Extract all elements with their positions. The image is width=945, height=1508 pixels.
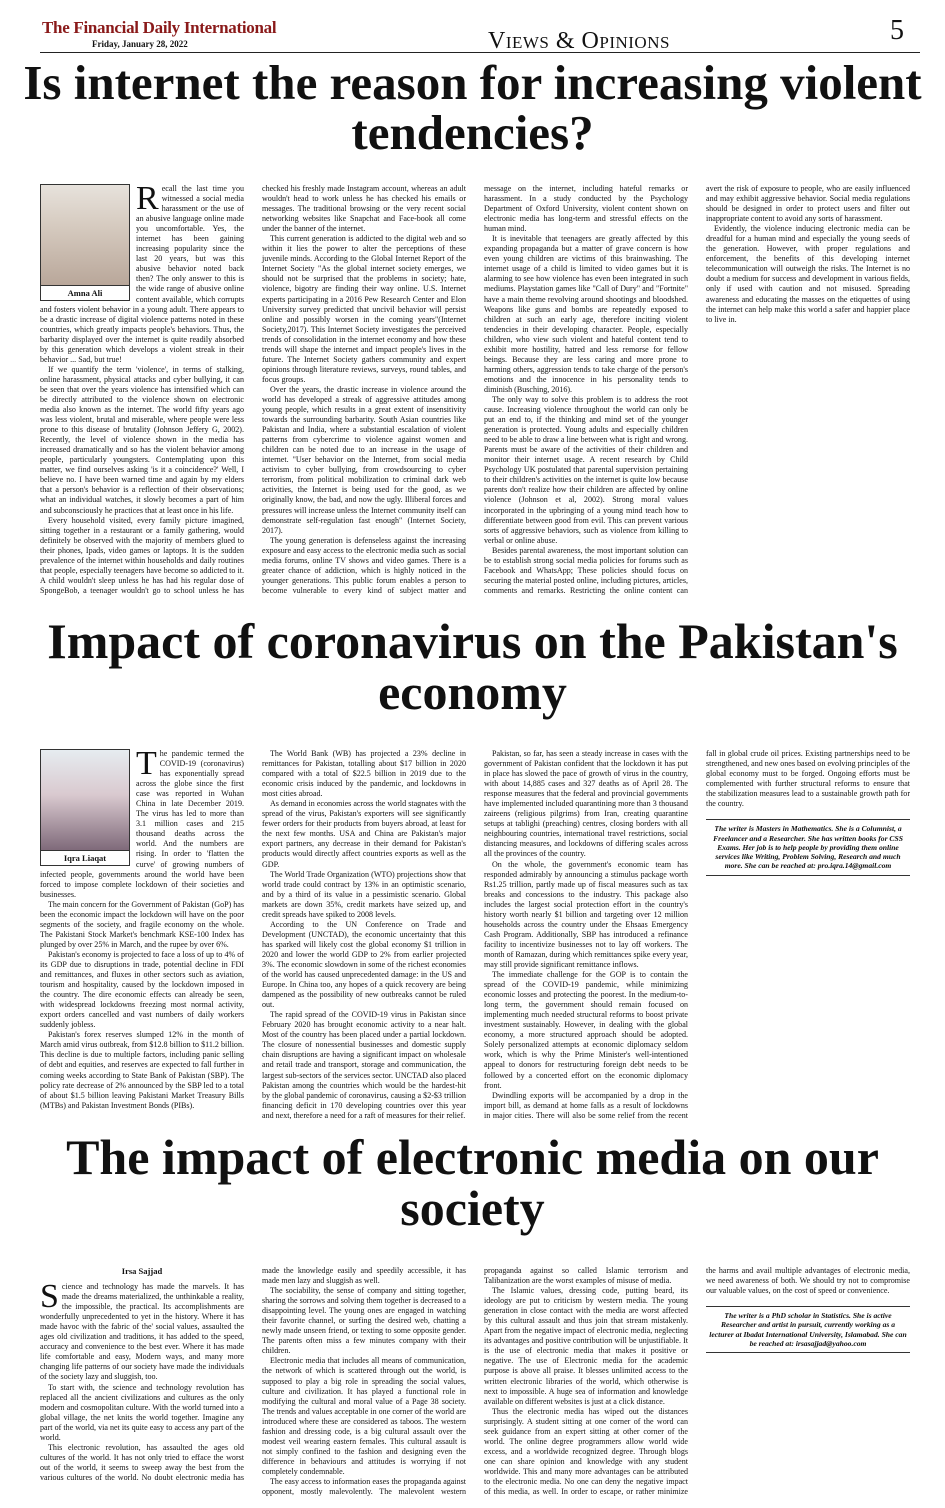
article-paragraph: The pandemic termed the COVID-19 (coronavirus) has exponentially spread across the globe since the first case was reported in Wuhan China in late December 2019. The virus has led to more than 3.1 million cases and 215 thousand deaths across the world. And the numbers are rising. In order to 'flatten the curve' of growing numbers of infected people, governments around the world have been forced to impose complete lockdown of their societies and businesses.: [40, 749, 244, 899]
article-paragraph: Dwindling exports will be accompanied by a drop in the import bill, as demand at home falls as a result of lockdowns in major cities. There will also be some relief from the recent fall in global crude oil prices. Existing partnerships need to be strengthened, and new ones based on evolving principles of the global economy must to be forged. Ongoing efforts must be complemented with further structural reforms to ensure that the stabilization measures lead to a sustainable growth path for the country.: [484, 749, 910, 1120]
article-paragraph: It is inevitable that teenagers are greatly affected by this expanding propaganda but a matter of grave concern is how even young children are victims of this brainwashing. The internet usage of a child is limited to video games but it is alarming to see how violence has even been integrated in such mediums. Playstation games like "Call of Dury" and "Fortnite" have a main theme revolving around shootings and bloodshed. Weapons like guns and bombs are repeatedly exposed to children at such an early age, therefore inciting violent tendencies in their developing character. People, especially children, who view such violent and hateful content tend to exhibit more hostility, hatred and less remorse for fellow beings. Because they are less caring and more prone to harming others, aggression tends to take charge of the person's emotions and the innocence in his personality tends to diminish (Busching, 2016).: [484, 234, 688, 394]
article-body: [40, 184, 910, 602]
drop-cap: R: [136, 184, 159, 217]
article-paragraph: The sociability, the sense of company and sitting together, sharing the sorrows and solving them together is decreased to a disappointing level. The young ones are engaged in watching their favorite channel, or surfing the desired web, chatting a newly made unseen friend, or texting to some opposite gender. The parents often miss a few minutes company with their children.: [262, 1286, 466, 1356]
paper-name: The Financial Daily International: [42, 18, 277, 37]
article-paragraph: The immediate challenge for the GOP is to contain the spread of the COVID-19 pandemic, while minimizing economic losses and protecting the poorest. In the medium-to-long term, the government should remain focused on implementing much needed structural reforms to boost private investment sustainably. However, in dealing with the global economy, a more structured approach should be adopted. Solely personalized attempts at economic diplomacy seldom work, which is why the Prime Minister's well-intentioned appeal to donors for restructuring foreign debt needs to be followed by a concerted effort on the economic diplomacy front.: [484, 970, 688, 1090]
article-paragraph: Pakistan's forex reserves slumped 12% in the month of March amid virus outbreak, from $12.8 billion to $11.2 billion. This decline is due to multiple factors, including panic selling of debt and equities, and reserves are expected to fall further in coming weeks according to State Bank of Pakistan (SBP). The policy rate decrease of 2% announced by the SBP led to a total of about $1.5 billion leaving Pakistani Market Treasury Bills (MTBs) and Pakistan Investment Bonds (PIBs).: [40, 1030, 244, 1110]
article-paragraph: The easy access to information eases the propaganda against opponent, mostly malevolently. The malevolent western propaganda against so called Islamic terrorism and Talibanization are the worst examples of misuse of media.: [262, 1266, 688, 1497]
article-paragraph: The rapid spread of the COVID-19 virus in Pakistan since February 2020 has brought economic activity to a near halt. Most of the country has been placed under a partial lockdown. The closure of nonessential businesses and domestic supply chain disruptions are having a significant impact on wholesale and retail trade and transport, storage and communication, the largest sub-sectors of the services sector. UNCTAD also placed Pakistan among the countries which would be the hardest-hit by the global pandemic of coronavirus, causing a $2-$3 trillion financing deficit in 170 developing countries over this year and next, therefore a need for a raft of measures for their relief.: [262, 1010, 466, 1120]
article-paragraph: The only way to solve this problem is to address the root cause. Increasing violence throughout the world can only be put an end to, if the thinking and mind set of the younger generation is protected. Young adults and especially children need to be able to draw a line between what is right and wrong. Parents must be aware of the activities of their children and monitor their internet usage. A recent research by Child Psychology UK postulated that parental supervision pertaining to their children's activities on the internet is quite low because parents don't realize how their children are affected by online violence (Johnson et al, 2002). Strong moral values incorporated in the upbringing of a young mind teach how to differentiate between good from evil. This can prevent various sorts of aggressive behaviors, such as violence from killing to verbal or online abuse.: [484, 394, 688, 545]
issue-date: Friday, January 28, 2022: [92, 39, 188, 49]
article-paragraph: Electronic media that includes all means of communication, the network of which is scattered through out the world, is supposed to play a big role in spreading the social values, culture and civilization. It has played a functional role in modifying the cultural and moral value of a Page 38 society. The trends and values acceptable in one corner of the world are introduced where these are considered as taboos. The western fashion and dressing code, is a big cultural assault over the modest veil wearing eastern females. This cultural assault is not simply confined to the fashion and designing even the difference in behaviours and attitudes is worrying if not completely condemnable.: [262, 1356, 466, 1476]
article-paragraph: Pakistan, so far, has seen a steady increase in cases with the government of Pakistan confident that the lockdown it has put in place has slowed the pace of growth of virus in the country, with about 14,885 cases and 327 deaths as of April 28. The response measures that the federal and provincial governments have implemented included quarantining more than 3 thousand zaireens (religious pilgrims) from Iran, creating quarantine setups at tablighi (preaching) centres, closing borders with all neighbouring countries, international travel restrictions, social distancing measures, and lockdowns of differing scales across all the provinces of the country.: [484, 749, 688, 859]
article-body: [40, 1266, 910, 1502]
author-bio: The writer is a PhD scholar in Statistics. She is active Researcher and artist in pursuit, currently working as a lecturer at Ibadat International University, Islamabad. She can be reached at: irsasajjad@yahoo.com: [706, 1306, 910, 1353]
drop-cap: T: [136, 749, 157, 782]
article-paragraph: Science and technology has made the marvels. It has made the dreams materialized, the unthinkable a reality, the impossible, the practical. Its accomplishments are wonderfully unprecedented to yet in the history. Where it has made havoc with the fabric of the' social values, assaulted the ages old civilization and traditions, it has added to the speed, accuracy and convenience to the best ever. Where it has made life comfortable and easy, Modern ways, and many more changing life patterns of our society have made the individuals of the society lazy and sluggish, too.: [40, 1278, 244, 1382]
article-paragraph: This electronic revolution, has assaulted the ages old cultures of the world. It has not only tried to efface the worst out of the world, it seems to sweep away the best from the various cultures of the world. No doubt electronic media has made the knowledge easily and speedily accessible, it has made men lazy and sluggish as well.: [40, 1266, 466, 1482]
article-body: [40, 749, 910, 1126]
author-photo: [41, 750, 129, 850]
article-paragraph: To start with, the science and technology revolution has replaced all the ancient civilizations and cultures as the only modern and cosmopolitan culture. With the world turned into a global village, the net knits the world together. Imagine any part of the world, via net its quite easy to access any part of the world.: [40, 1382, 244, 1442]
article-paragraph: As demand in economies across the world stagnates with the spread of the virus, Pakistan's exporters will see significantly fewer orders for their products from buyers abroad, at least for the next few months. USA and China are Pakistan's major export partners, any decrease in their demand for Pakistan's products would directly affect countries exports as well as the GDP.: [262, 799, 466, 869]
article-headline: Impact of coronavirus on the Pakistan's economy: [47, 613, 898, 720]
drop-cap: S: [40, 1278, 59, 1316]
author-box: [40, 184, 130, 301]
author-name: Irsa Sajjad: [121, 1266, 163, 1276]
section-title: Views & Opinions: [488, 28, 670, 54]
article-paragraph: The young generation is defenseless against the increasing exposure and easy access to the electronic media such as social media forums, online TV shows and video games. There is a greater chance of addiction, which is highly noticed in the younger generations. This public forum enables a person to become vulnerable to every kind of subject matter and message on the internet, including hateful remarks or harassment. In a study conducted by the Psychology Department of Oxford University, violent content shown on electronic media has long-term and stressful effects on the human mind.: [262, 184, 688, 595]
article-paragraph: Thus the electronic media has wiped out the distances surprisingly. A student sitting at one corner of the word can seek guidance from an expert sitting at other corner of the world. The online degree programmers allow world wide excess, and a worldwide recognized degree. Through blogs one can share opinion and knowledge with any student worldwide. This and many more advantages can be attributed to the electronic media. No one can deny the negative impact of this media, as well. In order to escape, or rather minimize the harms and avail multiple advantages of electronic media, we need awareness of both. We should try not to compromise our valuable values, on the cost of speed or convenience.: [484, 1266, 910, 1497]
author-box: [40, 749, 130, 866]
article-paragraph: Evidently, the violence inducing electronic media can be dreadful for a human mind and especially the young seeds of the generation. However, with proper regulations and enforcement, the benefits of this developing internet telecommunication will outweigh the risks. The Internet is no doubt a medium for success and development in various fields, only if used with caution and not misused. Spreading awareness and educating the masses on the etiquettes of using the internet can help make this world a safer and happier place to live in.: [706, 224, 910, 324]
article-paragraph: If we quantify the term 'violence', in terms of stalking, online harassment, physical attacks and cyber bullying, it can be seen that over the years violence has intensified which can be directly attributed to the violence shown on electronic media also known as the internet. The world fifty years ago was less violent, brutal and miserable, where people were less prone to this disease of brutality (Johnson Jeffery G, 2002). Recently, the level of violence shown in the media has increased dramatically and so has the violent behavior among people, particularly youngsters. Contemplating upon this matter, we find ourselves asking 'is it a coincidence?' Well, I believe no. I have been warned time and again by my elders that a person's behavior is a reflection of their observations; what an individual watches, it slowly becomes a part of him and subconsciously he practices that at least once in his life.: [40, 364, 244, 515]
article-paragraph: This current generation is addicted to the digital web and so within it lies the power to alter the perceptions of these juvenile minds. According to the Global Internet Report of the Internet Society "As the global internet society emerges, we should not be surprised that the problems in society; hate, violence, bigotry are finding their way online. U.S. Internet experts participating in a 2016 Pew Research Center and Elon University survey predicted that uncivil behavior will persist online and possibly worsen in the coming years"(Internet Society,2017). This Internet Society investigates the perceived trends of consolidation in the internet economy and how these trends will shape the internet and impact people's lives in the future. The Internet Society gathers community and expert opinions through literature reviews, surveys, round tables, and focus groups.: [262, 234, 466, 384]
article-paragraph: Pakistan's economy is projected to face a loss of up to 4% of its GDP due to disruptions in trade, potential decline in FDI and remittances, and fluxes in other sectors such as aviation, tourism and hospitality, caused by the lockdown imposed in the country. The dire economic effects can already be seen, with widespread lockdowns freezing most normal activity, export orders cancelled and vast numbers of daily workers suddenly jobless.: [40, 949, 244, 1030]
article-paragraph: The main concern for the Government of Pakistan (GoP) has been the economic impact the lockdown will have on the poor segments of the society, and fragile economy on the whole. The Pakistani Stock Market's benchmark KSE-100 Index has plunged by over 25% in March, and the rupee by over 6%.: [40, 899, 244, 949]
author-bio: The writer is Masters in Mathematics. She is a Columnist, a Freelancer and a Researcher. She has written books for CSS Exams. Her job is to help people by providing them online services like Writing, Problem Solving, Research and much more. She can be reached at: pro.iqra.14@gmail.com: [706, 819, 910, 875]
article-headline: Is internet the reason for increasing violent tendencies?: [23, 55, 922, 160]
article-paragraph: Recall the last time you witnessed a social media harassment or the use of an abusive language online made you uncomfortable. Yes, the internet has been gaining increasing popularity since the last 20 years, but was this abusive behavior noted back then? The only answer to this is the wide range of abusive online content available, which corrupts and fosters violent behavior in a young adult. There appears to be a drastic increase of digital violence patterns noted in these countries, which greatly impacts people's behaviors. Thus, the barbarity displayed over the internet is quite readily absorbed by this generation which develops a violent streak in their behavior ... Sad, but true!: [40, 184, 244, 364]
article-paragraph: Over the years, the drastic increase in violence around the world has developed a streak of aggressive attitudes among young people, which results in a great extent of insensitivity towards the surrounding barbarity. South Asian countries like Pakistan and India, where a substantial escalation of violent patterns from cybercrime to violence against women and children can be noted due to an increase in the usage of internet. "User behavior on the Internet, from social media activism to cyber bullying, from crowdsourcing to cyber terrorism, from political mobilization to criminal dark web activities, the Internet is being used for the good, as we originally know, the bad, and now the ugly. Illiberal forces and pressures will increase unless the Internet community itself can demonstrate self-regulation fast enough" (Internet Society, 2017).: [262, 384, 466, 535]
article-paragraph: The Islamic values, dressing code, putting beard, its ideology are put to criticism by western media. The young generation in close contact with the media are worst affected by this cultural assault and thus join that stream mistakenly. Apart from the negative impact of electronic media, neglecting its advantages and positive contribution will be unjustifiable. It is the use of electronic media that makes it positive or negative. The use of Electronic media for the academic purpose is above all praise. It blesses unlimited access to the written electronic libraries of the world, which otherwise is next to impossible. A huge sea of information and knowledge available on different websites is just at a click distance.: [484, 1286, 688, 1406]
page-number: 5: [890, 15, 904, 46]
author-name: Iqra Liaqat: [41, 850, 129, 865]
author-name: Amna Ali: [41, 285, 129, 300]
article-paragraph: The World Trade Organization (WTO) projections show that world trade could contract by 13% in an optimistic scenario, and by a third of its value in a pessimistic scenario. Global markets are down 35%, credit markets have seized up, and credit spreads have spiked to 2008 levels.: [262, 869, 466, 919]
article-paragraph: On the whole, the government's economic team has responded admirably by announcing a stimulus package worth Rs1.25 trillion, partly made up of fiscal measures such as tax breaks and concessions to the industry. This package also includes the largest social protection effort in the country's history worth nearly $1 billion and targeting over 12 million households across the country under the Ehsaas Emergency Cash Program. Additionally, SBP has introduced a refinance facility to incentivize businesses not to lay off workers. The month of Ramazan, during which remittances spike every year, may still provide significant remittance inflows.: [484, 859, 688, 969]
article-paragraph: The World Bank (WB) has projected a 23% decline in remittances for Pakistan, totalling about $17 billion in 2020 compared with a total of $22.5 billion in 2019 due to the economic crisis induced by the pandemic, and lockdowns in most cities abroad.: [262, 749, 466, 799]
author-photo: [41, 185, 129, 285]
article-paragraph: Besides parental awareness, the most important solution can be to establish strong social media policies for forums such as Facebook and WhatsApp; These policies should focus on securing the material posted online, including pictures, articles, comments and remarks. Restricting the online content can avert the risk of exposure to people, who are easily influenced and may exhibit aggressive behavior. Social media regulations should be designed in order to protect users and filter out inappropriate content to avoid any sorts of harassment.: [484, 184, 910, 595]
article-headline: The impact of electronic media on our society: [66, 1129, 879, 1236]
masthead: [40, 14, 920, 53]
article-paragraph: Every household visited, every family picture imagined, sitting together in a restaurant or a family gathering, would definitely be observed with the majority of members glued to their phones, Ipads, video games or laptops. It is the sudden prevalence of the internet within households and daily routines that people, especially teenagers have become so addicted to it. A child wouldn't sleep unless he has had his regular dose of SpongeBob, a teenager wouldn't go to school unless he has checked his freshly made Instagram account, whereas an adult wouldn't head to work unless he has checked his emails or messages. The traditional browsing or the very recent social networking websites like Snapchat and Face-book all come under the banner of the internet.: [40, 184, 466, 595]
article-paragraph: According to the UN Conference on Trade and Development (UNCTAD), the economic uncertainty that this has sparked will likely cost the global economy $1 trillion in 2020 and lower the world GDP to 2% from earlier projected 3%. The economic slowdown in some of the richest economies of the world has caused unprecedented damage: in the US and Europe. In China too, any hopes of a quick recovery are being dampened as the possibility of new outbreaks cannot be ruled out.: [262, 919, 466, 1010]
